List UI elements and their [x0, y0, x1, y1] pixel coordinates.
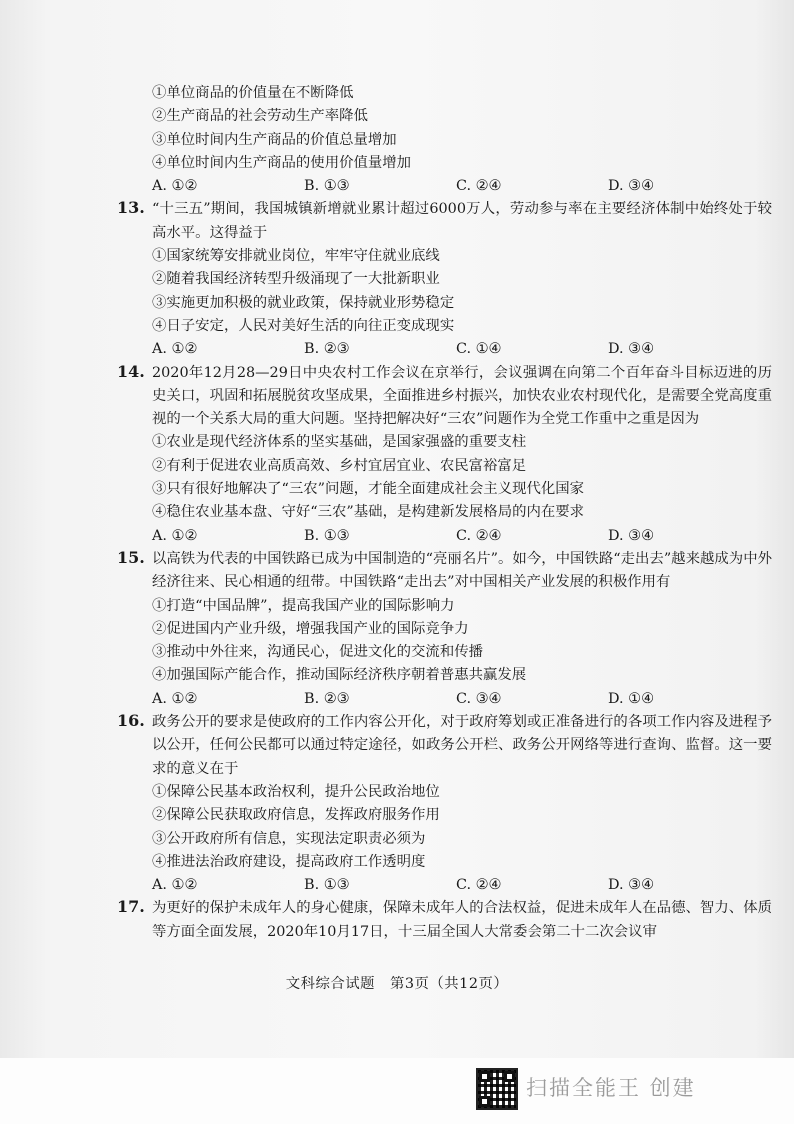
question-number: 13.	[117, 198, 145, 218]
q14-item-2: ②有利于促进农业高质高效、乡村宜居宜业、农民富裕富足	[152, 457, 527, 474]
question-stem: 政务公开的要求是使政府的工作内容公开化，对于政府筹划或正准备进行的各项工作内容及进程予以公开，任何公民都可以通过特定途径，如政务公开栏、政务公开网络等进行查询、监督。这一要求的意义在于	[152, 714, 772, 777]
question-number: 17.	[117, 897, 145, 917]
choice-a: A. ①②	[152, 341, 198, 358]
choice-d: D. ③④	[608, 877, 654, 894]
q14-choices	[112, 525, 772, 548]
question-stem: 为更好的保护未成年人的身心健康，保障未成年人的合法权益，促进未成年人在品德、智力、体质等方面全面发展，2020年10月17日，十三届全国人大常委会第二十二次会议审	[152, 900, 772, 940]
page-footer: 文科综合试题 第3页（共12页）	[285, 976, 509, 992]
q16-item-4: ④推进法治政府建设，提高政府工作透明度	[152, 853, 426, 870]
choice-c: C. ②④	[456, 527, 502, 544]
choice-c: C. ①④	[456, 341, 502, 358]
choice-d: D. ③④	[608, 341, 654, 358]
question-number: 14.	[117, 361, 145, 381]
question-stem: 2020年12月28—29日中央农村工作会议在京举行，会议强调在向第二个百年奋斗目标迈进的历史关口，巩固和拓展脱贫攻坚成果，全面推进乡村振兴，加快农业农村现代化，是需要全党高度重视的一个关系大局的重大问题。坚持把解决好“三农”问题作为全党工作重中之重是因为	[152, 364, 772, 428]
question-17	[112, 897, 772, 944]
q16-item-2: ②保障公民获取政府信息，发挥政府服务作用	[152, 807, 440, 824]
question-13	[112, 198, 772, 245]
choice-d: D. ①④	[608, 690, 654, 707]
choice-d: D. ③④	[608, 527, 654, 544]
question-15	[112, 548, 772, 595]
question-stem: 以高铁为代表的中国铁路已成为中国制造的“亮丽名片”。如今，中国铁路“走出去”越来越成为中外经济往来、民心相通的纽带。中国铁路“走出去”对中国相关产业发展的积极作用有	[152, 550, 772, 591]
q12-choices	[112, 175, 772, 198]
choice-c: C. ②④	[456, 877, 502, 894]
q12-item-2: ②生产商品的社会劳动生产率降低	[152, 108, 368, 125]
choice-b: B. ②③	[304, 690, 350, 707]
question-14	[112, 362, 772, 432]
q12-item-4: ④单位时间内生产商品的使用价值量增加	[152, 154, 412, 171]
choice-a: A. ①②	[152, 178, 198, 195]
qr-code-icon	[476, 1068, 518, 1110]
question-stem: “十三五”期间，我国城镇新增就业累计超过6000万人，劳动参与率在主要经济体制中始终处于较高水平。这得益于	[152, 201, 772, 241]
choice-b: B. ①③	[304, 527, 350, 544]
choice-a: A. ①②	[152, 877, 198, 894]
exam-content	[112, 82, 772, 944]
q15-item-1: ①打造“中国品牌”，提高我国产业的国际影响力	[152, 597, 455, 614]
choice-d: D. ③④	[608, 178, 654, 195]
question-number: 16.	[117, 711, 145, 731]
q13-item-4: ④日子安定，人民对美好生活的向往正变成现实	[152, 317, 455, 334]
choice-c: C. ②④	[456, 178, 502, 195]
choice-b: B. ①③	[304, 877, 350, 894]
scanner-watermark-text: 扫描全能王 创建	[526, 1076, 696, 1100]
question-number: 15.	[117, 547, 145, 567]
q15-item-3: ③推动中外往来，沟通民心，促进文化的交流和传播	[152, 644, 483, 661]
q13-item-3: ③实施更加积极的就业政策，保持就业形势稳定	[152, 294, 455, 311]
q15-choices	[112, 688, 772, 711]
q16-item-3: ③公开政府所有信息，实现法定职责必须为	[152, 830, 426, 847]
q14-item-1: ①农业是现代经济体系的坚实基础，是国家强盛的重要支柱	[152, 434, 527, 451]
choice-a: A. ①②	[152, 690, 198, 707]
question-16	[112, 711, 772, 781]
q12-item-1: ①单位商品的价值量在不断降低	[152, 85, 354, 101]
q14-item-4: ④稳住农业基本盘、守好“三农”基础，是构建新发展格局的内在要求	[152, 504, 585, 521]
choice-a: A. ①②	[152, 527, 198, 544]
choice-b: B. ②③	[304, 341, 350, 358]
q14-item-3: ③只有很好地解决了“三农”问题，才能全面建成社会主义现代化国家	[152, 481, 585, 498]
q15-item-2: ②促进国内产业升级，增强我国产业的国际竞争力	[152, 620, 469, 637]
q15-item-4: ④加强国际产能合作，推动国际经济秩序朝着普惠共赢发展	[152, 667, 527, 684]
q13-item-1: ①国家统筹安排就业岗位，牢牢守住就业底线	[152, 248, 440, 265]
choice-b: B. ①③	[304, 178, 350, 195]
choice-c: C. ③④	[456, 690, 502, 707]
q13-item-2: ②随着我国经济转型升级涌现了一大批新职业	[152, 271, 440, 288]
q16-choices	[112, 874, 772, 897]
q16-item-1: ①保障公民基本政治权利，提升公民政治地位	[152, 783, 440, 800]
question-12-tail	[112, 82, 772, 198]
q13-choices	[112, 338, 772, 361]
q12-item-3: ③单位时间内生产商品的价值总量增加	[152, 131, 397, 148]
